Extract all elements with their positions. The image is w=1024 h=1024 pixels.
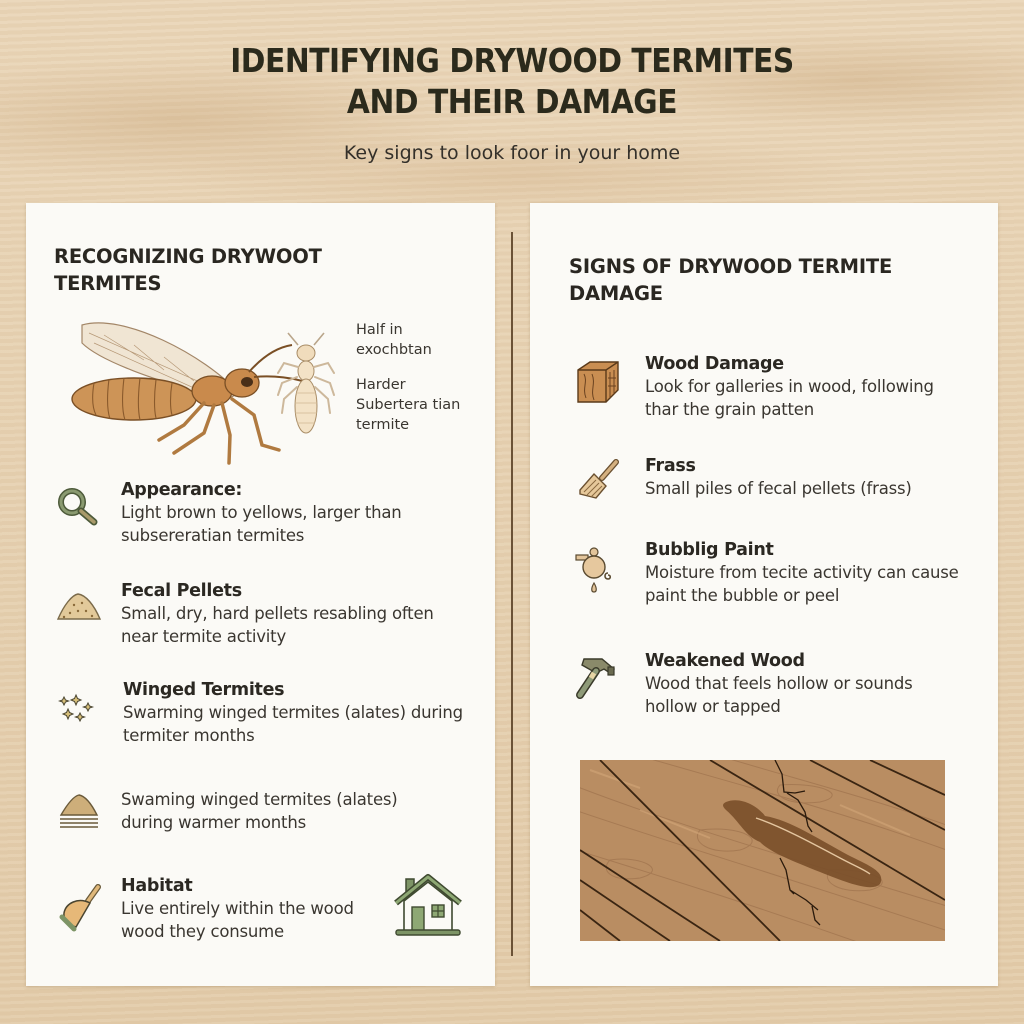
magnifier-icon [56, 486, 102, 526]
title-line-1: IDENTIFYING DRYWOOD TERMITES [230, 41, 794, 80]
item-title: Wood Damage [645, 354, 784, 374]
item-title: Habitat [121, 876, 193, 896]
illustration-caption-1 [356, 320, 432, 360]
item-desc-line-1: Swaming winged termites (alates) [121, 790, 398, 809]
illustration-caption-2 [356, 375, 460, 435]
recognizing-termites-panel [26, 203, 495, 986]
wood-block-icon [574, 358, 622, 406]
sparkles-icon [58, 693, 98, 725]
item-desc-line-2: termiter months [123, 726, 255, 745]
list-item-frass [645, 455, 912, 500]
item-desc-line-2: near termite activity [121, 627, 287, 646]
item-desc-line-1: Live entirely within the wood [121, 899, 354, 918]
panel-divider [511, 232, 513, 956]
item-title: Frass [645, 456, 696, 476]
item-title: Winged Termites [123, 680, 285, 700]
heading-line-2: DAMAGE [569, 282, 663, 305]
item-title: Fecal Pellets [121, 581, 242, 601]
damage-signs-panel [530, 203, 998, 986]
item-desc-line-2: paint the bubble or peel [645, 586, 840, 605]
heading-line-1: SIGNS OF DRYWOOD TERMITE [569, 255, 893, 278]
caption-2-line-3: termite [356, 417, 410, 433]
item-desc-line-1: Moisture from tecite activity can cause [645, 563, 959, 582]
caption-1-line-1: Half in [356, 322, 403, 338]
list-item-swarming [121, 788, 398, 834]
list-item-appearance [121, 479, 402, 547]
list-item-wood-damage [645, 353, 934, 421]
dustpan-icon [58, 883, 104, 933]
list-item-weakened-wood [645, 650, 913, 718]
hammer-icon [574, 655, 618, 701]
page-subtitle: Key signs to look foor in your home [343, 142, 681, 164]
caption-2-line-1: Harder [356, 377, 406, 393]
paint-drip-icon [574, 545, 620, 597]
heading-line-2: TERMITES [54, 272, 162, 295]
house-icon [392, 873, 464, 939]
item-desc-line-1: Small, dry, hard pellets resabling often [121, 604, 434, 623]
worker-termite-illustration [276, 331, 336, 443]
pellet-pile-icon [56, 591, 102, 623]
item-title: Weakened Wood [645, 651, 805, 671]
list-item-habitat [121, 875, 354, 943]
frass-pile-icon [58, 793, 100, 829]
item-desc-line-1: Light brown to yellows, larger than [121, 503, 402, 522]
title-line-2: AND THEIR DAMAGE [346, 82, 678, 121]
list-item-bubbling-paint [645, 539, 959, 607]
damaged-wood-illustration [580, 760, 945, 941]
list-item-winged-termites [123, 679, 463, 747]
item-desc-line-2: subsereratian termites [121, 526, 305, 545]
item-title: Appearance: [121, 480, 243, 500]
left-panel-heading [54, 243, 322, 297]
caption-1-line-2: exochbtan [356, 342, 432, 358]
item-desc-line-1: Small piles of fecal pellets (frass) [645, 479, 912, 498]
item-desc-line-1: Wood that feels hollow or sounds [645, 674, 913, 693]
item-desc-line-2: during warmer months [121, 813, 306, 832]
item-desc-line-2: wood they consume [121, 922, 284, 941]
item-desc-line-1: Look for galleries in wood, following [645, 377, 934, 396]
paintbrush-icon [576, 458, 620, 504]
caption-2-line-2: Subertera tian [356, 397, 461, 413]
right-panel-heading [569, 253, 892, 307]
list-item-fecal-pellets [121, 580, 434, 648]
page-title [51, 40, 973, 122]
heading-line-1: RECOGNIZING DRYWOOT [54, 245, 322, 268]
item-desc-line-1: Swarming winged termites (alates) during [123, 703, 463, 722]
item-desc-line-2: hollow or tapped [645, 697, 781, 716]
item-title: Bubblig Paint [645, 540, 774, 560]
item-desc-line-2: thar the grain patten [645, 400, 814, 419]
